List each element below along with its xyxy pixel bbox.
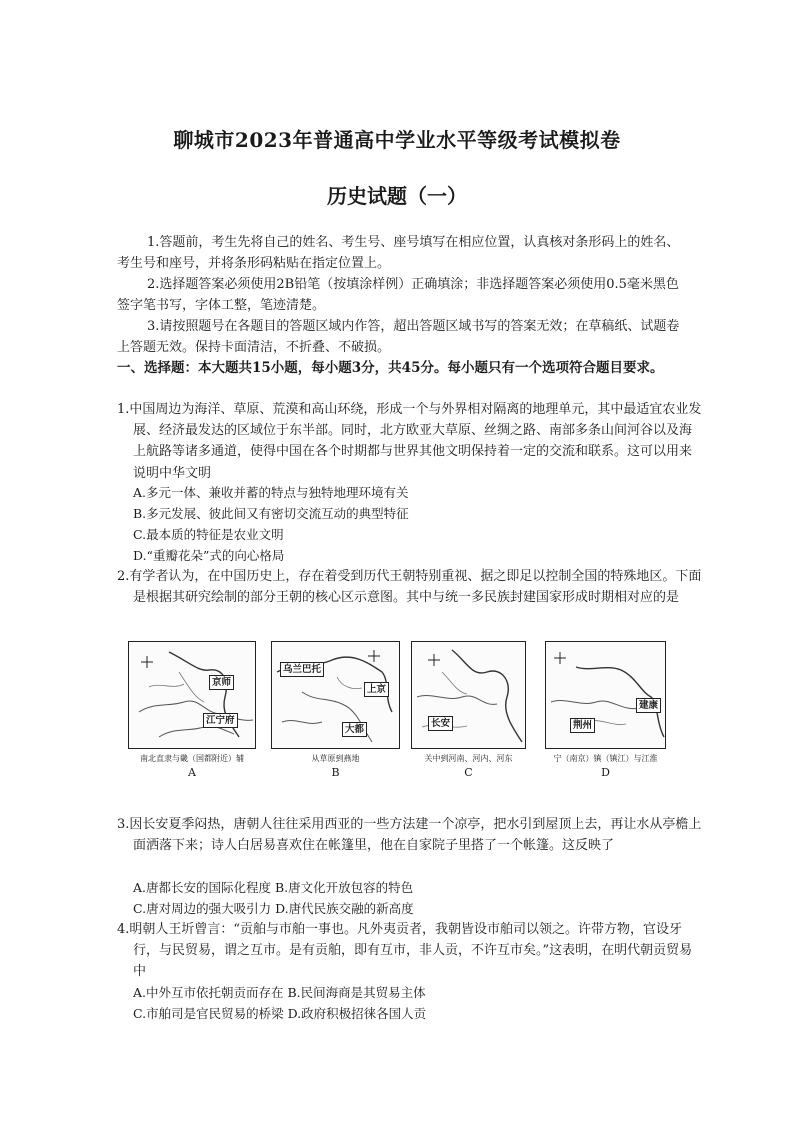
question-1-option-c: C.最本质的特征是农业文明 bbox=[133, 527, 284, 542]
question-1-option-a: A.多元一体、兼收并蓄的特点与独特地理环境有关 bbox=[133, 485, 409, 500]
map-c-label-1: 长安 bbox=[428, 716, 453, 731]
note-3: 3.请按照题号在各题目的答题区域内作答，超出答题区域书写的答案无效；在草稿纸、试题卷上答题无效。保持卡面清洁，不折叠、不破损。 bbox=[117, 319, 680, 355]
map-b-label-1: 乌兰巴托 bbox=[280, 662, 324, 677]
map-d-label-2: 荆州 bbox=[570, 718, 595, 733]
question-4-options-cd: C.市舶司是官民贸易的桥梁 D.政府积极招徕各国人贡 bbox=[133, 1006, 427, 1021]
map-a bbox=[128, 641, 256, 749]
map-d-drawing bbox=[546, 642, 667, 750]
exam-title: 聊城市2023年普通高中学业水平等级考试模拟卷 bbox=[173, 128, 621, 152]
question-4-options-ab: A.中外互市依托朝贡而存在 B.民间海商是其贸易主体 bbox=[133, 985, 426, 1000]
note-2: 2.选择题答案必须使用2B铅笔（按填涂样例）正确填涂；非选择题答案必须使用0.5毫米黑色签字笔书写，字体工整，笔迹清楚。 bbox=[117, 277, 679, 313]
note-1: 1.答题前，考生先将自己的姓名、考生号、座号填写在相应位置，认真核对条形码上的姓名、考生号和座号，并将条形码粘贴在指定位置上。 bbox=[117, 235, 680, 271]
map-c-drawing bbox=[412, 642, 527, 750]
north-arrow-icon bbox=[368, 650, 380, 662]
map-d bbox=[545, 641, 666, 749]
question-4-stem: 4.明朝人王圻曾言：“贡舶与市舶一事也。凡外夷贡者，我朝皆设市舶司以领之。许带方物，官设牙行，与民贸易，谓之互市。是有贡舶，即有互市，非人贡，不许互市矣。”这表明，在明代朝贡贸易中 bbox=[117, 922, 693, 980]
section-heading: 一、选择题：本大题共15小题，每小题3分，共45分。每小题只有一个选项符合题目要求。 bbox=[117, 360, 664, 376]
map-b bbox=[271, 641, 400, 749]
map-a-caption: 南北直隶与畿（国都附近）辅 bbox=[140, 754, 244, 763]
exam-subtitle: 历史试题（一） bbox=[327, 184, 467, 208]
question-1-option-b: B.多元发展、彼此间又有密切交流互动的典型特征 bbox=[133, 506, 409, 521]
map-a-letter: A bbox=[188, 766, 196, 779]
map-d-letter: D bbox=[601, 766, 610, 779]
north-arrow-icon bbox=[428, 654, 440, 666]
question-2-stem: 2.有学者认为，在中国历史上，存在着受到历代王朝特别重视、据之即足以控制全国的特殊地区。下面是根据其研究绘制的部分王朝的核心区示意图。其中与统一多民族封建国家形成时期相对应的是 bbox=[117, 569, 702, 606]
question-1-option-d: D.“重瓣花朵”式的向心格局 bbox=[133, 548, 285, 563]
map-b-letter: B bbox=[331, 766, 340, 779]
map-b-label-3: 大都 bbox=[342, 722, 367, 737]
map-d-caption: 宁（南京）镇（镇江）与江淮 bbox=[553, 754, 658, 763]
map-a-label-1: 京师 bbox=[209, 675, 234, 690]
map-a-drawing bbox=[129, 642, 257, 750]
map-b-label-2: 上京 bbox=[364, 682, 389, 697]
map-c-letter: C bbox=[464, 766, 473, 779]
north-arrow-icon bbox=[141, 656, 153, 668]
map-b-caption: 从草原到燕地 bbox=[311, 754, 360, 763]
question-3-stem: 3.因长安夏季闷热，唐朝人往往采用西亚的一些方法建一个凉亭，把水引到屋顶上去，再让水从亭檐上面洒落下来；诗人白居易喜欢住在帐篷里，他在自家院子里搭了一个帐篷。这反映了 bbox=[117, 817, 702, 854]
map-c-caption: 关中到河南、河内、河东 bbox=[424, 754, 513, 763]
map-a-label-2: 江宁府 bbox=[203, 713, 238, 728]
question-1-stem: 1.中国周边为海洋、草原、荒漠和高山环绕，形成一个与外界相对隔离的地理单元，其中最适宜农业发展、经济最发达的区域位于东半部。同时，北方欧亚大草原、丝绸之路、南部多条山间河谷以及海上航路等诸多通道，使得中国在各个时期都与世界其他文明保持着一定的交流和联系。这可以用来说明中华文明 bbox=[117, 402, 702, 481]
north-arrow-icon bbox=[554, 652, 566, 664]
question-3-options-cd: C.唐对周边的强大吸引力 D.唐代民族交融的新高度 bbox=[133, 901, 414, 916]
map-c bbox=[411, 641, 526, 749]
map-d-label-1: 建康 bbox=[636, 698, 661, 713]
question-3-options-ab: A.唐都长安的国际化程度 B.唐文化开放包容的特色 bbox=[133, 880, 414, 895]
